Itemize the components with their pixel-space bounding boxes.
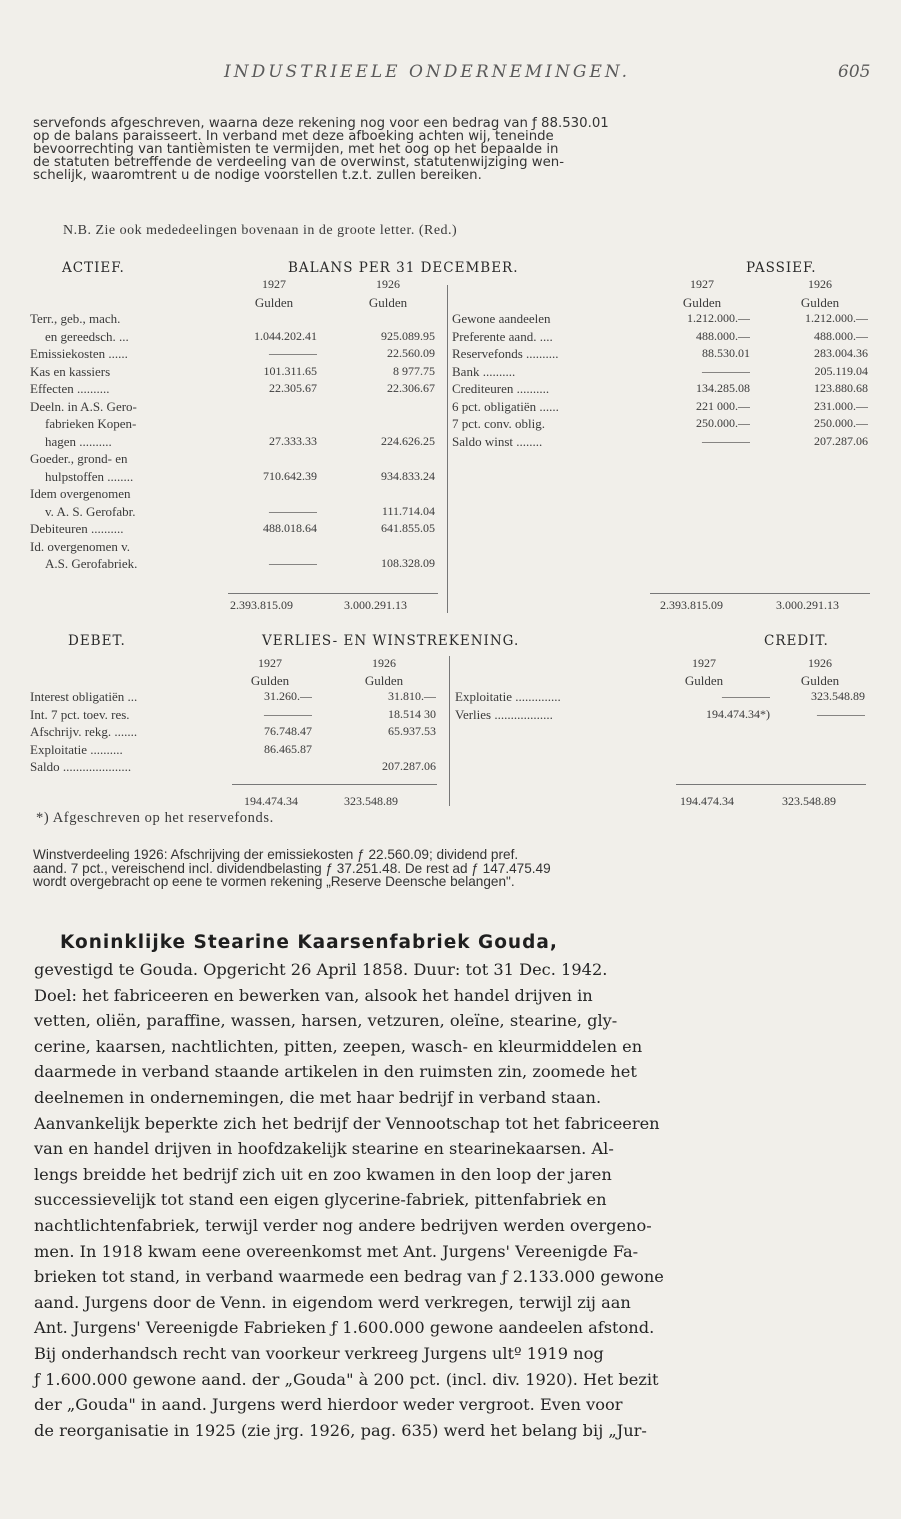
article-line: Ant. Jurgens' Vereenigde Fabrieken ƒ 1.600.000 gewone aandeelen afstond.: [34, 1318, 655, 1338]
cell: 250.000.—: [814, 416, 868, 430]
row-label: Goeder., grond- en: [30, 451, 128, 466]
winst-line: Winstverdeeling 1926: Afschrijving der emissiekosten ƒ 22.560.09; dividend pref.: [33, 847, 519, 862]
balans-total-left-1926: 3.000.291.13: [344, 598, 407, 612]
credit-label: CREDIT.: [764, 633, 829, 649]
verlies-total-rule-right: [676, 784, 866, 785]
cell: ————: [817, 706, 865, 721]
row-label: Effecten ..........: [30, 381, 110, 396]
cell: 134.285.08: [696, 381, 750, 395]
row-label: Saldo .....................: [30, 759, 132, 774]
verlies-right-labels: [455, 688, 655, 723]
article-line: ƒ 1.600.000 gewone aand. der „Gouda" à 200 pct. (incl. div. 1920). Het bezit: [34, 1369, 659, 1389]
cell: ————: [722, 689, 770, 703]
company-name: Koninklijke Stearine Kaarsenfabriek Gouda,: [60, 932, 558, 953]
article-line: van en handel drijven in hoofdzakelijk stearine en stearinekaarsen. Al-: [34, 1139, 614, 1159]
intro-line: op de balans paraisseert. In verband met deze afboeking achten wij, teneinde: [33, 129, 554, 144]
article-line: aand. Jurgens door de Venn. in eigendom werd verkregen, terwijl zij aan: [34, 1292, 631, 1312]
article-line: Aanvankelijk beperkte zich het bedrijf der Vennootschap tot het fabriceeren: [34, 1113, 660, 1133]
row-label: Deeln. in A.S. Gero-: [30, 398, 137, 414]
intro-line: de statuten betreffende de verdeeling van de overwinst, statutenwijziging wen-: [33, 155, 565, 170]
cell: 283.004.36: [814, 346, 868, 360]
cell: [222, 485, 317, 503]
cell: 65.937.53: [388, 724, 436, 738]
row-label: en gereedsch. ...: [45, 328, 129, 344]
balans-year-1926: 1926: [376, 277, 400, 291]
balans-left-1927: [222, 310, 317, 573]
row-label: 6 pct. obligatiën ......: [452, 398, 559, 414]
passief-label: PASSIEF.: [746, 260, 817, 276]
cell: 76.748.47: [264, 724, 312, 738]
cell: 250.000.—: [696, 416, 750, 430]
verlies-unit-1927-right: Gulden: [684, 673, 724, 688]
cell: 1.044.202.41: [254, 328, 317, 343]
balans-total-rule-left: [228, 593, 438, 594]
row-label: Exploitatie ..........: [30, 741, 123, 757]
article-line: Doel: het fabriceeren en bewerken van, alsook het handel drijven in: [34, 985, 593, 1005]
cell: [222, 415, 317, 433]
row-label: Afschrijv. rekg. .......: [30, 724, 138, 739]
article-line: cerine, kaarsen, nachtlichten, pitten, zeepen, wasch- en kleurmiddelen en: [34, 1036, 643, 1056]
cell: 925.089.95: [381, 328, 435, 343]
row-label: fabrieken Kopen-: [45, 416, 137, 431]
row-label: Terr., geb., mach.: [30, 311, 121, 326]
winstverdeeling: [33, 848, 873, 889]
balans-total-right-1927: 2.393.815.09: [660, 598, 723, 612]
cell: [222, 310, 317, 328]
winst-line: wordt overgebracht op eene te vormen rekening „Reserve Deensche belangen".: [33, 874, 515, 889]
article-body: [34, 957, 870, 1443]
article-line: gevestigd te Gouda. Opgericht 26 April 1858. Duur: tot 31 Dec. 1942.: [34, 960, 608, 979]
debet-label: DEBET.: [68, 633, 126, 649]
cell: 108.328.09: [381, 556, 435, 570]
cell: [335, 310, 435, 328]
verlies-divider: [449, 656, 450, 806]
verlies-year-1926-right: 1926: [808, 656, 832, 670]
cell: 88.530.01: [702, 346, 750, 360]
row-label: Interest obligatiën ...: [30, 689, 138, 704]
cell: 231.000.—: [814, 398, 868, 413]
row-label: A.S. Gerofabriek.: [45, 556, 138, 571]
cell: ————: [702, 433, 750, 448]
cell: 22.560.09: [387, 346, 435, 360]
cell: 488.000.—: [814, 328, 868, 343]
verlies-footnote: *) Afgeschreven op het reservefonds.: [36, 810, 274, 826]
balans-year-1927: 1927: [262, 277, 286, 291]
cell: 224.626.25: [381, 433, 435, 448]
cell: [335, 415, 435, 433]
cell: 221 000.—: [696, 398, 750, 413]
row-label: Saldo winst ........: [452, 433, 543, 449]
row-label: Reservefonds ..........: [452, 346, 559, 361]
article-line: men. In 1918 kwam eene overeenkomst met Ant. Jurgens' Vereenigde Fa-: [34, 1241, 639, 1261]
cell: ————: [269, 346, 317, 360]
cell: [335, 398, 435, 416]
verlies-total-left-1927: 194.474.34: [244, 794, 298, 808]
cell: [335, 450, 435, 468]
verlies-total-left-1926: 323.548.89: [344, 794, 398, 808]
cell: 22.305.67: [269, 381, 317, 395]
cell: 123.880.68: [814, 381, 868, 395]
cell: 323.548.89: [811, 689, 865, 703]
article-line: lengs breidde het bedrijf zich uit en zoo kwamen in den loop der jaren: [34, 1164, 612, 1184]
cell: 488.000.—: [696, 328, 750, 343]
cell: [335, 538, 435, 556]
verlies-total-right-1926: 323.548.89: [782, 794, 836, 808]
cell: 207.287.06: [382, 759, 436, 773]
cell: 1.212.000.—: [687, 311, 750, 325]
winst-line: aand. 7 pct., vereischend incl. dividendbelasting ƒ 37.251.48. De rest ad ƒ 147.475.49: [33, 860, 551, 876]
balans-year-1927-right: 1927: [690, 277, 714, 291]
row-label: Kas en kassiers: [30, 363, 111, 379]
cell: 8 977.75: [393, 363, 435, 378]
intro-line: servefonds afgeschreven, waarna deze rekening nog voor een bedrag van ƒ 88.530.01: [33, 116, 609, 131]
article-line: der „Gouda" in aand. Jurgens werd hierdoor weder vergroot. Even voor: [34, 1395, 623, 1415]
intro-line: schelijk, waaromtrent u de nodige voorstellen t.z.t. zullen bereiken.: [33, 168, 482, 183]
cell: 207.287.06: [814, 433, 868, 448]
balans-unit-1926-right: Gulden: [800, 295, 840, 310]
article-line: Bij onderhandsch recht van voorkeur verkreeg Jurgens ultº 1919 nog: [34, 1343, 604, 1363]
verlies-left-1926: [338, 688, 436, 776]
article-line: successievelijk tot stand een eigen glycerine-fabriek, pittenfabriek en: [34, 1190, 607, 1210]
balans-unit-1927-right: Gulden: [682, 295, 722, 310]
intro-paragraph: [33, 117, 871, 182]
article-line: vetten, oliën, paraffine, wassen, harsen, vetzuren, oleïne, stearine, gly-: [34, 1011, 618, 1031]
verlies-year-1927: 1927: [258, 656, 282, 670]
row-label: hagen ..........: [45, 433, 112, 449]
row-label: Emissiekosten ......: [30, 346, 128, 361]
cell: ————: [702, 363, 750, 378]
cell: ————: [264, 706, 312, 721]
row-label: Gewone aandeelen: [452, 311, 551, 326]
verlies-total-right-1927: 194.474.34: [680, 794, 734, 808]
cell: 641.855.05: [381, 521, 435, 535]
row-label: Debiteuren ..........: [30, 521, 124, 536]
cell: [222, 538, 317, 556]
cell: 101.311.65: [263, 363, 317, 378]
cell: [232, 758, 312, 776]
page-number: 605: [838, 62, 871, 82]
balans-right-labels: [452, 310, 652, 450]
verlies-year-1926: 1926: [372, 656, 396, 670]
balans-left-labels: [30, 310, 230, 573]
row-label: Idem overgenomen: [30, 486, 131, 501]
article-line: de reorganisatie in 1925 (zie jrg. 1926, pag. 635) werd het belang bij „Jur-: [34, 1420, 647, 1440]
cell: 31.810.—: [388, 689, 436, 703]
verlies-unit-1927: Gulden: [250, 673, 290, 688]
verlies-title: VERLIES- EN WINSTREKENING.: [262, 633, 520, 649]
red-note: N.B. Zie ook mededeelingen bovenaan in de groote letter. (Red.): [63, 223, 458, 238]
intro-line: bevoorrechting van tantièmisten te vermijden, met het oog op het bepaalde in: [33, 142, 559, 157]
row-label: hulpstoffen ........: [45, 468, 134, 484]
row-label: Preferente aand. ....: [452, 328, 553, 344]
article-line: deelnemen in ondernemingen, die met haar bedrijf in verband staan.: [34, 1087, 602, 1107]
balans-total-rule-right: [650, 593, 870, 594]
balans-right-1927: [650, 310, 750, 450]
cell: 710.642.39: [263, 468, 317, 483]
cell: 194.474.34*): [706, 706, 770, 721]
cell: 22.306.67: [387, 381, 435, 395]
cell: ————: [269, 556, 317, 570]
article-line: daarmede in verband staande artikelen in den ruimsten zin, zoomede het: [34, 1062, 637, 1082]
verlies-unit-1926-right: Gulden: [800, 673, 840, 688]
cell: 488.018.64: [263, 521, 317, 535]
verlies-right-1926: [770, 688, 865, 723]
balans-unit-1926: Gulden: [368, 295, 408, 310]
cell: 31.260.—: [264, 689, 312, 703]
cell: 205.119.04: [814, 363, 868, 378]
balans-right-1926: [768, 310, 868, 450]
row-label: Id. overgenomen v.: [30, 538, 131, 554]
cell: 86.465.87: [264, 741, 312, 756]
balans-left-1926: [335, 310, 435, 573]
running-head: INDUSTRIEELE ONDERNEMINGEN.: [224, 62, 631, 82]
row-label: 7 pct. conv. oblig.: [452, 416, 546, 431]
cell: [335, 485, 435, 503]
verlies-left-1927: [232, 688, 312, 776]
verlies-unit-1926: Gulden: [364, 673, 404, 688]
cell: ————: [269, 503, 317, 518]
balans-divider: [447, 285, 448, 613]
row-label: Verlies ..................: [455, 706, 553, 722]
cell: 27.333.33: [269, 433, 317, 448]
row-label: Bank ..........: [452, 363, 516, 379]
cell: 18.514 30: [388, 706, 436, 721]
actief-label: ACTIEF.: [62, 260, 125, 276]
cell: [222, 398, 317, 416]
cell: 111.714.04: [381, 503, 435, 518]
balans-title: BALANS PER 31 DECEMBER.: [288, 260, 519, 276]
verlies-total-rule-left: [232, 784, 437, 785]
row-label: Exploitatie ..............: [455, 689, 561, 704]
cell: 1.212.000.—: [805, 311, 868, 325]
cell: [338, 741, 436, 759]
article-line: brieken tot stand, in verband waarmede een bedrag van ƒ 2.133.000 gewone: [34, 1267, 664, 1287]
row-label: v. A. S. Gerofabr.: [45, 503, 136, 519]
balans-year-1926-right: 1926: [808, 277, 832, 291]
balans-total-right-1926: 3.000.291.13: [776, 598, 839, 612]
cell: [222, 450, 317, 468]
cell: 934.833.24: [381, 468, 435, 483]
balans-unit-1927: Gulden: [254, 295, 294, 310]
balans-total-left-1927: 2.393.815.09: [230, 598, 293, 612]
verlies-left-labels: [30, 688, 245, 776]
article-line: nachtlichtenfabriek, terwijl verder nog andere bedrijven werden overgeno-: [34, 1215, 652, 1235]
row-label: Crediteuren ..........: [452, 381, 550, 396]
verlies-right-1927: [650, 688, 770, 723]
row-label: Int. 7 pct. toev. res.: [30, 706, 130, 722]
verlies-year-1927-right: 1927: [692, 656, 716, 670]
